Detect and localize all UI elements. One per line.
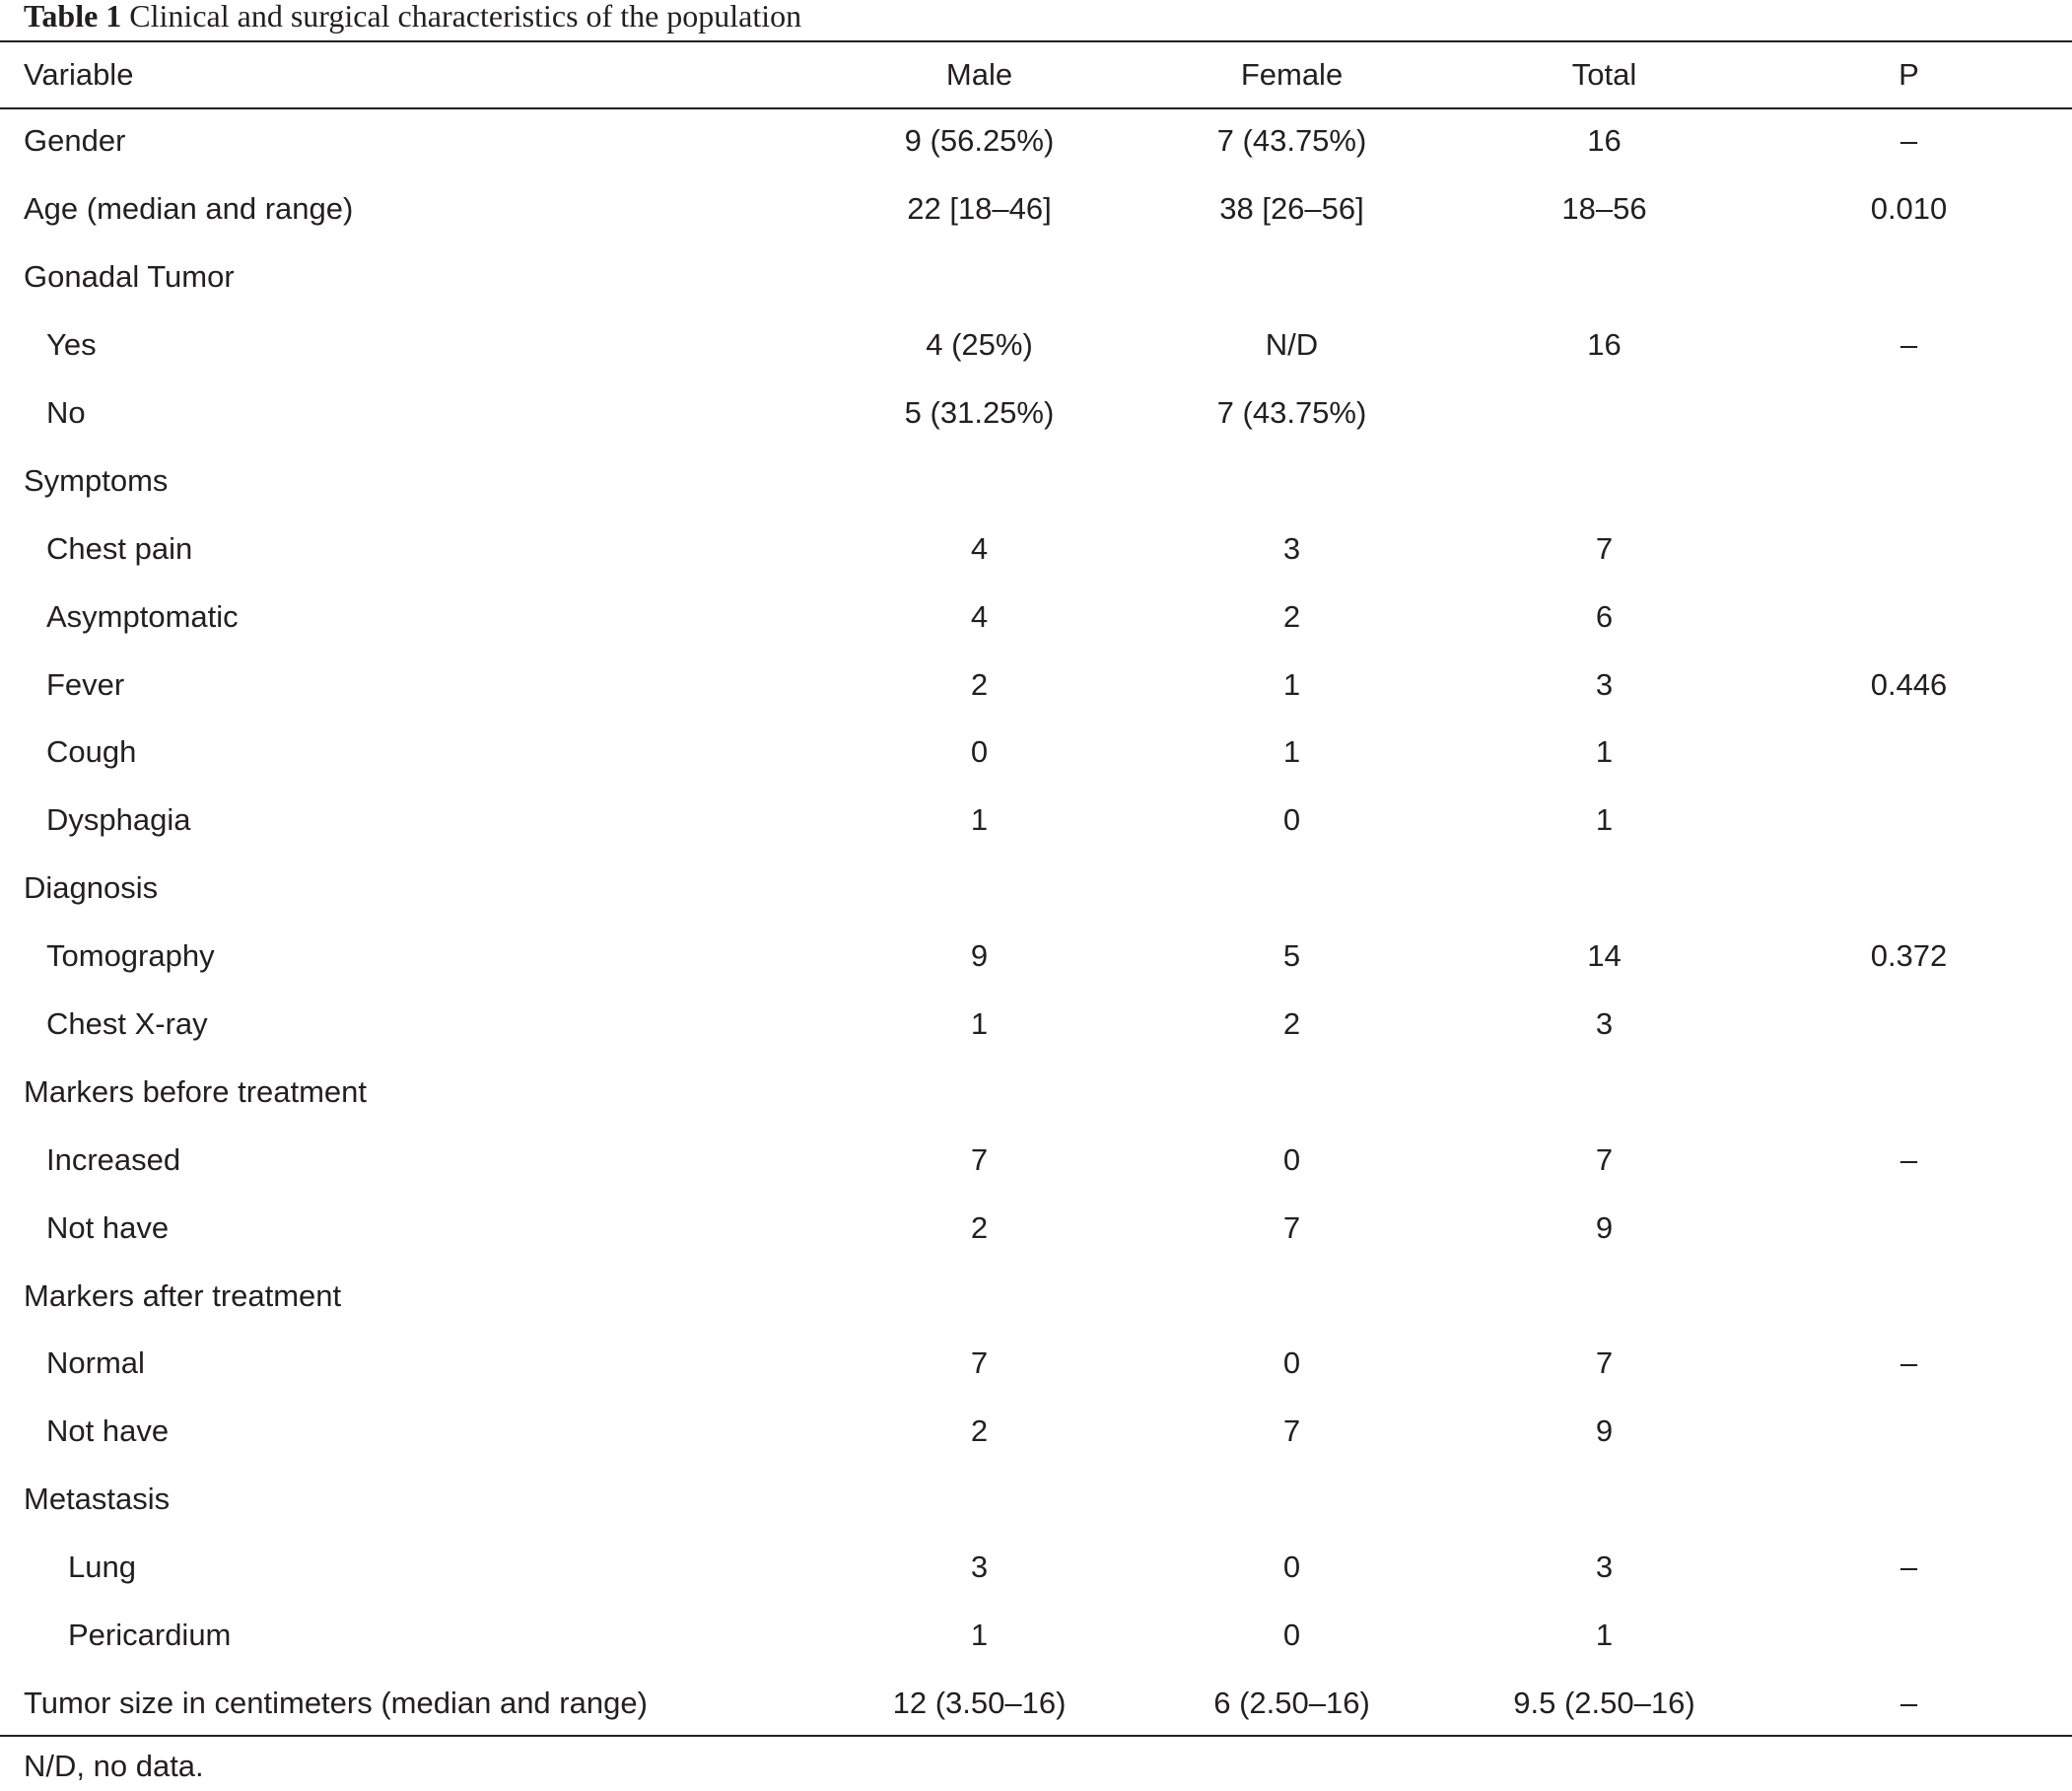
cell-p bbox=[1746, 1602, 2072, 1670]
cell-p bbox=[1746, 379, 2072, 448]
row-label: Asymptomatic bbox=[46, 598, 239, 634]
cell-male: 3 bbox=[970, 1550, 989, 1585]
cell-female bbox=[1121, 1466, 1463, 1534]
cell-female: 1 bbox=[1282, 666, 1301, 702]
cell-p bbox=[1746, 719, 2072, 787]
table-section-row bbox=[0, 243, 2072, 311]
cell-female bbox=[1121, 243, 1463, 311]
cell-total bbox=[1463, 379, 1746, 448]
section-label: Metastasis bbox=[24, 1481, 171, 1517]
table-row bbox=[0, 719, 2072, 787]
column-header-variable: Variable bbox=[24, 57, 134, 92]
table-header-row bbox=[0, 42, 2072, 107]
table-section-row bbox=[0, 1058, 2072, 1126]
cell-male: 0 bbox=[970, 734, 989, 770]
row-label: Dysphagia bbox=[46, 802, 191, 838]
cell-total: 7 bbox=[1595, 1345, 1614, 1381]
cell-female: N/D bbox=[1265, 327, 1319, 363]
cell-female: 5 bbox=[1282, 938, 1301, 974]
cell-female bbox=[1121, 1058, 1463, 1126]
cell-male bbox=[838, 1262, 1121, 1330]
row-label: Yes bbox=[46, 327, 97, 363]
cell-male: 7 bbox=[970, 1141, 989, 1177]
cell-p: 0.010 bbox=[1870, 191, 1948, 227]
cell-total bbox=[1463, 1058, 1746, 1126]
column-header-female: Female bbox=[1240, 57, 1344, 92]
row-label: Age (median and range) bbox=[24, 191, 354, 227]
cell-total: 16 bbox=[1587, 123, 1622, 159]
cell-female: 7 (43.75%) bbox=[1216, 395, 1367, 430]
cell-female: 0 bbox=[1282, 1550, 1301, 1585]
column-header-p: P bbox=[1899, 57, 1919, 92]
table-row bbox=[0, 787, 2072, 855]
table-row bbox=[0, 651, 2072, 719]
cell-female: 7 (43.75%) bbox=[1216, 123, 1367, 159]
cell-p bbox=[1746, 1194, 2072, 1262]
table-row bbox=[0, 1602, 2072, 1670]
cell-p bbox=[1746, 1466, 2072, 1534]
cell-female: 0 bbox=[1282, 1141, 1301, 1177]
cell-female bbox=[1121, 447, 1463, 515]
section-label: Markers after treatment bbox=[24, 1277, 342, 1313]
row-label: Not have bbox=[46, 1209, 170, 1245]
table-row bbox=[0, 1398, 2072, 1466]
cell-total: 1 bbox=[1595, 802, 1614, 838]
section-label: Gonadal Tumor bbox=[24, 259, 235, 295]
cell-male: 4 bbox=[970, 530, 989, 566]
cell-total: 9.5 (2.50–16) bbox=[1513, 1685, 1695, 1720]
cell-p bbox=[1746, 1398, 2072, 1466]
characteristics-table bbox=[0, 42, 2072, 1737]
cell-total: 9 bbox=[1595, 1209, 1614, 1245]
cell-p bbox=[1746, 515, 2072, 583]
cell-total bbox=[1463, 1466, 1746, 1534]
cell-male: 22 [18–46] bbox=[907, 191, 1052, 227]
row-label: Increased bbox=[46, 1141, 181, 1177]
cell-female: 7 bbox=[1282, 1413, 1301, 1449]
cell-male: 7 bbox=[970, 1345, 989, 1381]
cell-female: 38 [26–56] bbox=[1219, 191, 1364, 227]
cell-total: 7 bbox=[1595, 530, 1614, 566]
cell-p: 0.372 bbox=[1870, 938, 1948, 974]
row-label: Chest pain bbox=[46, 530, 193, 566]
cell-female: 0 bbox=[1282, 1345, 1301, 1381]
row-label: Fever bbox=[46, 666, 125, 702]
cell-p bbox=[1746, 447, 2072, 515]
cell-female: 6 (2.50–16) bbox=[1213, 1685, 1370, 1720]
row-label: Tumor size in centimeters (median and range) bbox=[24, 1685, 648, 1720]
cell-total bbox=[1463, 855, 1746, 923]
cell-male bbox=[838, 1466, 1121, 1534]
table-row bbox=[0, 379, 2072, 448]
cell-total: 7 bbox=[1595, 1141, 1614, 1177]
table-section-row bbox=[0, 447, 2072, 515]
cell-female bbox=[1121, 1262, 1463, 1330]
cell-total: 9 bbox=[1595, 1413, 1614, 1449]
cell-male: 9 bbox=[970, 938, 989, 974]
cell-male: 1 bbox=[970, 1618, 989, 1653]
cell-male: 4 (25%) bbox=[926, 327, 1033, 363]
cell-p bbox=[1746, 1058, 2072, 1126]
cell-male bbox=[838, 243, 1121, 311]
table-caption-text: Clinical and surgical characteristics of the population bbox=[129, 0, 802, 34]
cell-male bbox=[838, 447, 1121, 515]
cell-female bbox=[1121, 855, 1463, 923]
cell-male: 4 bbox=[970, 598, 989, 634]
table-section-row bbox=[0, 855, 2072, 923]
row-label: Not have bbox=[46, 1413, 170, 1449]
column-header-total: Total bbox=[1571, 57, 1637, 92]
table-row bbox=[0, 1534, 2072, 1602]
table-row bbox=[0, 515, 2072, 583]
table-row bbox=[0, 175, 2072, 243]
cell-female: 2 bbox=[1282, 1006, 1301, 1042]
cell-total: 1 bbox=[1595, 734, 1614, 770]
cell-total: 6 bbox=[1595, 598, 1614, 634]
section-label: Markers before treatment bbox=[24, 1073, 368, 1109]
cell-male bbox=[838, 855, 1121, 923]
cell-male: 9 (56.25%) bbox=[904, 123, 1055, 159]
cell-male: 12 (3.50–16) bbox=[892, 1685, 1067, 1720]
cell-p bbox=[1746, 991, 2072, 1059]
column-header-male: Male bbox=[945, 57, 1013, 92]
cell-p bbox=[1746, 243, 2072, 311]
row-label: Normal bbox=[46, 1345, 145, 1381]
table-row bbox=[0, 107, 2072, 175]
cell-total bbox=[1463, 447, 1746, 515]
cell-total: 3 bbox=[1595, 666, 1614, 702]
cell-p: – bbox=[1899, 1345, 1918, 1381]
cell-female: 1 bbox=[1282, 734, 1301, 770]
row-label: Tomography bbox=[46, 938, 215, 974]
cell-p: – bbox=[1899, 1550, 1918, 1585]
table-section-row bbox=[0, 1262, 2072, 1330]
cell-p: – bbox=[1899, 1141, 1918, 1177]
table-row bbox=[0, 1194, 2072, 1262]
cell-total: 16 bbox=[1587, 327, 1622, 363]
section-label: Symptoms bbox=[24, 462, 169, 498]
cell-female: 2 bbox=[1282, 598, 1301, 634]
table-row bbox=[0, 991, 2072, 1059]
row-label: Gender bbox=[24, 123, 126, 159]
cell-total: 18–56 bbox=[1561, 191, 1647, 227]
cell-total: 14 bbox=[1587, 938, 1622, 974]
table-section-row bbox=[0, 1466, 2072, 1534]
row-label: Cough bbox=[46, 734, 137, 770]
table-row bbox=[0, 583, 2072, 651]
cell-female: 3 bbox=[1282, 530, 1301, 566]
cell-male: 2 bbox=[970, 1209, 989, 1245]
cell-p bbox=[1746, 583, 2072, 651]
table-row bbox=[0, 923, 2072, 991]
cell-p bbox=[1746, 787, 2072, 855]
cell-total: 3 bbox=[1595, 1550, 1614, 1585]
cell-total: 3 bbox=[1595, 1006, 1614, 1042]
cell-p bbox=[1746, 1262, 2072, 1330]
cell-p: – bbox=[1899, 123, 1918, 159]
cell-female: 0 bbox=[1282, 1618, 1301, 1653]
cell-male: 2 bbox=[970, 666, 989, 702]
table-row bbox=[0, 1126, 2072, 1194]
cell-total bbox=[1463, 1262, 1746, 1330]
table-caption bbox=[24, 0, 801, 37]
cell-total bbox=[1463, 243, 1746, 311]
table-row bbox=[0, 311, 2072, 379]
cell-p bbox=[1746, 855, 2072, 923]
row-label: Pericardium bbox=[68, 1618, 232, 1653]
cell-female: 7 bbox=[1282, 1209, 1301, 1245]
row-label: Chest X-ray bbox=[46, 1006, 208, 1042]
cell-p: – bbox=[1899, 1685, 1918, 1720]
row-label: Lung bbox=[68, 1550, 136, 1585]
table-footnote: N/D, no data. bbox=[24, 1749, 204, 1783]
cell-male: 5 (31.25%) bbox=[904, 395, 1055, 430]
cell-total: 1 bbox=[1595, 1618, 1614, 1653]
cell-male: 1 bbox=[970, 802, 989, 838]
row-label: No bbox=[46, 395, 86, 430]
table-row bbox=[0, 1330, 2072, 1398]
cell-female: 0 bbox=[1282, 802, 1301, 838]
cell-male: 1 bbox=[970, 1006, 989, 1042]
cell-p: – bbox=[1899, 327, 1918, 363]
cell-male: 2 bbox=[970, 1413, 989, 1449]
table-caption-label: Table 1 bbox=[24, 0, 122, 34]
cell-male bbox=[838, 1058, 1121, 1126]
section-label: Diagnosis bbox=[24, 870, 159, 906]
cell-p: 0.446 bbox=[1870, 666, 1948, 702]
table-row bbox=[0, 1669, 2072, 1737]
